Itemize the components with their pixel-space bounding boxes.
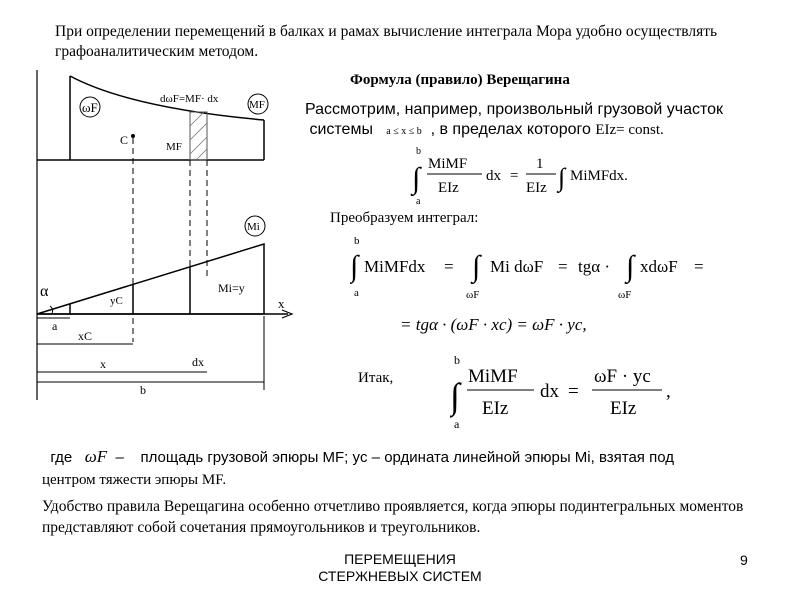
f1-integral-sign-2: ∫ — [558, 163, 566, 192]
dim-xc-label: xC — [78, 329, 93, 343]
f1-upper-limit: b — [416, 146, 421, 157]
f1-dx: dx — [486, 168, 501, 184]
f4-denominator-2: EIz — [610, 398, 637, 419]
where-line-2: центром тяжести эпюры MF. — [42, 472, 227, 488]
f2-upper-limit: b — [354, 235, 360, 247]
f1-equals: = — [510, 168, 519, 184]
f2-equals-2: = — [558, 257, 568, 276]
f2-integral-sign-3: ∫ — [626, 250, 635, 283]
centroid-point — [131, 134, 135, 138]
formula-2 — [350, 232, 730, 304]
consider-paragraph — [305, 100, 723, 142]
f4-denominator: EIz — [482, 398, 509, 419]
f2-equals-3: = — [694, 257, 704, 276]
dim-dx-label: dx — [192, 355, 204, 369]
where-dash: – — [115, 449, 124, 466]
where-symbol: ωF — [84, 447, 108, 466]
f4-comma: , — [666, 381, 671, 402]
f4-numerator: MiMF — [468, 366, 518, 387]
vereshchagin-diagram — [0, 60, 310, 400]
x-axis-label: x — [278, 296, 285, 311]
f4-equals: = — [568, 381, 579, 402]
consider-within-text: , в пределах которого — [430, 121, 591, 138]
f4-dx: dx — [540, 381, 559, 402]
consider-line-1: Рассмотрим, например, произвольный грузовой участок — [305, 101, 724, 118]
omega-f-label: ωF — [82, 100, 98, 115]
f2-sub-1: ωF — [466, 289, 480, 301]
f4-numerator-2: ωF · yc — [594, 366, 651, 387]
ei-const: EIz= const. — [595, 122, 664, 138]
mf-strip-label: MF — [166, 141, 182, 153]
transform-label: Преобразуем интеграл: — [330, 210, 479, 226]
alpha-label: α — [40, 283, 49, 300]
dx-strip-hatch-lines — [190, 112, 207, 160]
dim-a-label: a — [52, 319, 58, 333]
f1-denominator-2: EIz — [526, 180, 547, 196]
f2-lower-limit: a — [354, 287, 359, 299]
mi-circled-label: Mi — [247, 221, 260, 233]
mi-triangle — [37, 244, 264, 314]
footer — [270, 551, 530, 585]
f3-text: = tgα · (ωF · xc) = ωF · yc, — [400, 315, 587, 334]
f2-integral-sign-2: ∫ — [472, 250, 481, 283]
dim-x-label: x — [100, 357, 106, 371]
intro-paragraph: При определении перемещений в балках и рамах вычисление интеграла Мора удобно осуществлять графоаналитическим методом. — [55, 23, 718, 60]
f2-mid: Mi dωF — [490, 257, 544, 276]
where-line-1 — [42, 446, 792, 469]
f1-one: 1 — [536, 156, 544, 172]
c-label: C — [120, 133, 129, 147]
formula-3 — [400, 308, 660, 338]
f1-denominator: EIz — [438, 180, 459, 196]
formula-4 — [450, 350, 700, 432]
consider-line-2 — [305, 120, 723, 142]
formula-1 — [410, 142, 670, 208]
dim-b-label: b — [140, 383, 146, 397]
mi-eq-y-label: Mi=y — [218, 281, 245, 295]
f2-tg: tgα · — [578, 257, 611, 276]
f1-integral-sign: ∫ — [412, 162, 421, 195]
where-lead: где — [50, 449, 73, 466]
dx-strip-hatch — [190, 112, 207, 160]
f2-sub-2: ωF — [618, 289, 632, 301]
consider-system-word: системы — [309, 121, 373, 138]
where-text: площадь грузовой эпюры MF; yc – ордината линейной эпюры Mi, взятая под — [140, 449, 674, 466]
f4-upper-limit: b — [454, 353, 460, 367]
f1-lower-limit: a — [416, 196, 421, 207]
f4-lower-limit: a — [454, 417, 460, 431]
note-paragraph: Удобство правила Верещагина особенно отчетливо проявляется, когда эпюры подинтегральных моментов представляют собой сочетания прямоугольников и треугольников. — [42, 498, 744, 536]
f1-rhs: MiMFdx. — [570, 168, 628, 184]
f2-lhs: MiMFdx — [364, 257, 426, 276]
d-omega-label: dωF=MF· dx — [160, 93, 219, 105]
yc-label: yC — [110, 295, 123, 307]
where-paragraph — [42, 446, 792, 491]
footer-line-2: СТЕРЖНЕВЫХ СИСТЕМ — [318, 568, 482, 584]
f4-integral-sign: ∫ — [450, 376, 460, 416]
footer-line-1: ПЕРЕМЕЩЕНИЯ — [344, 551, 456, 567]
f2-xd: xdωF — [640, 257, 678, 276]
page-number: 9 — [740, 552, 748, 568]
f2-integral-sign: ∫ — [350, 250, 359, 283]
itak-label: Итак, — [358, 370, 394, 386]
range-expression: a ≤ x ≤ b — [386, 126, 422, 137]
vereshchagin-heading: Формула (правило) Верещагина — [350, 72, 570, 88]
f2-equals-1: = — [444, 257, 454, 276]
f1-numerator: MiMF — [428, 156, 468, 172]
mf-circled-label: MF — [249, 99, 265, 111]
